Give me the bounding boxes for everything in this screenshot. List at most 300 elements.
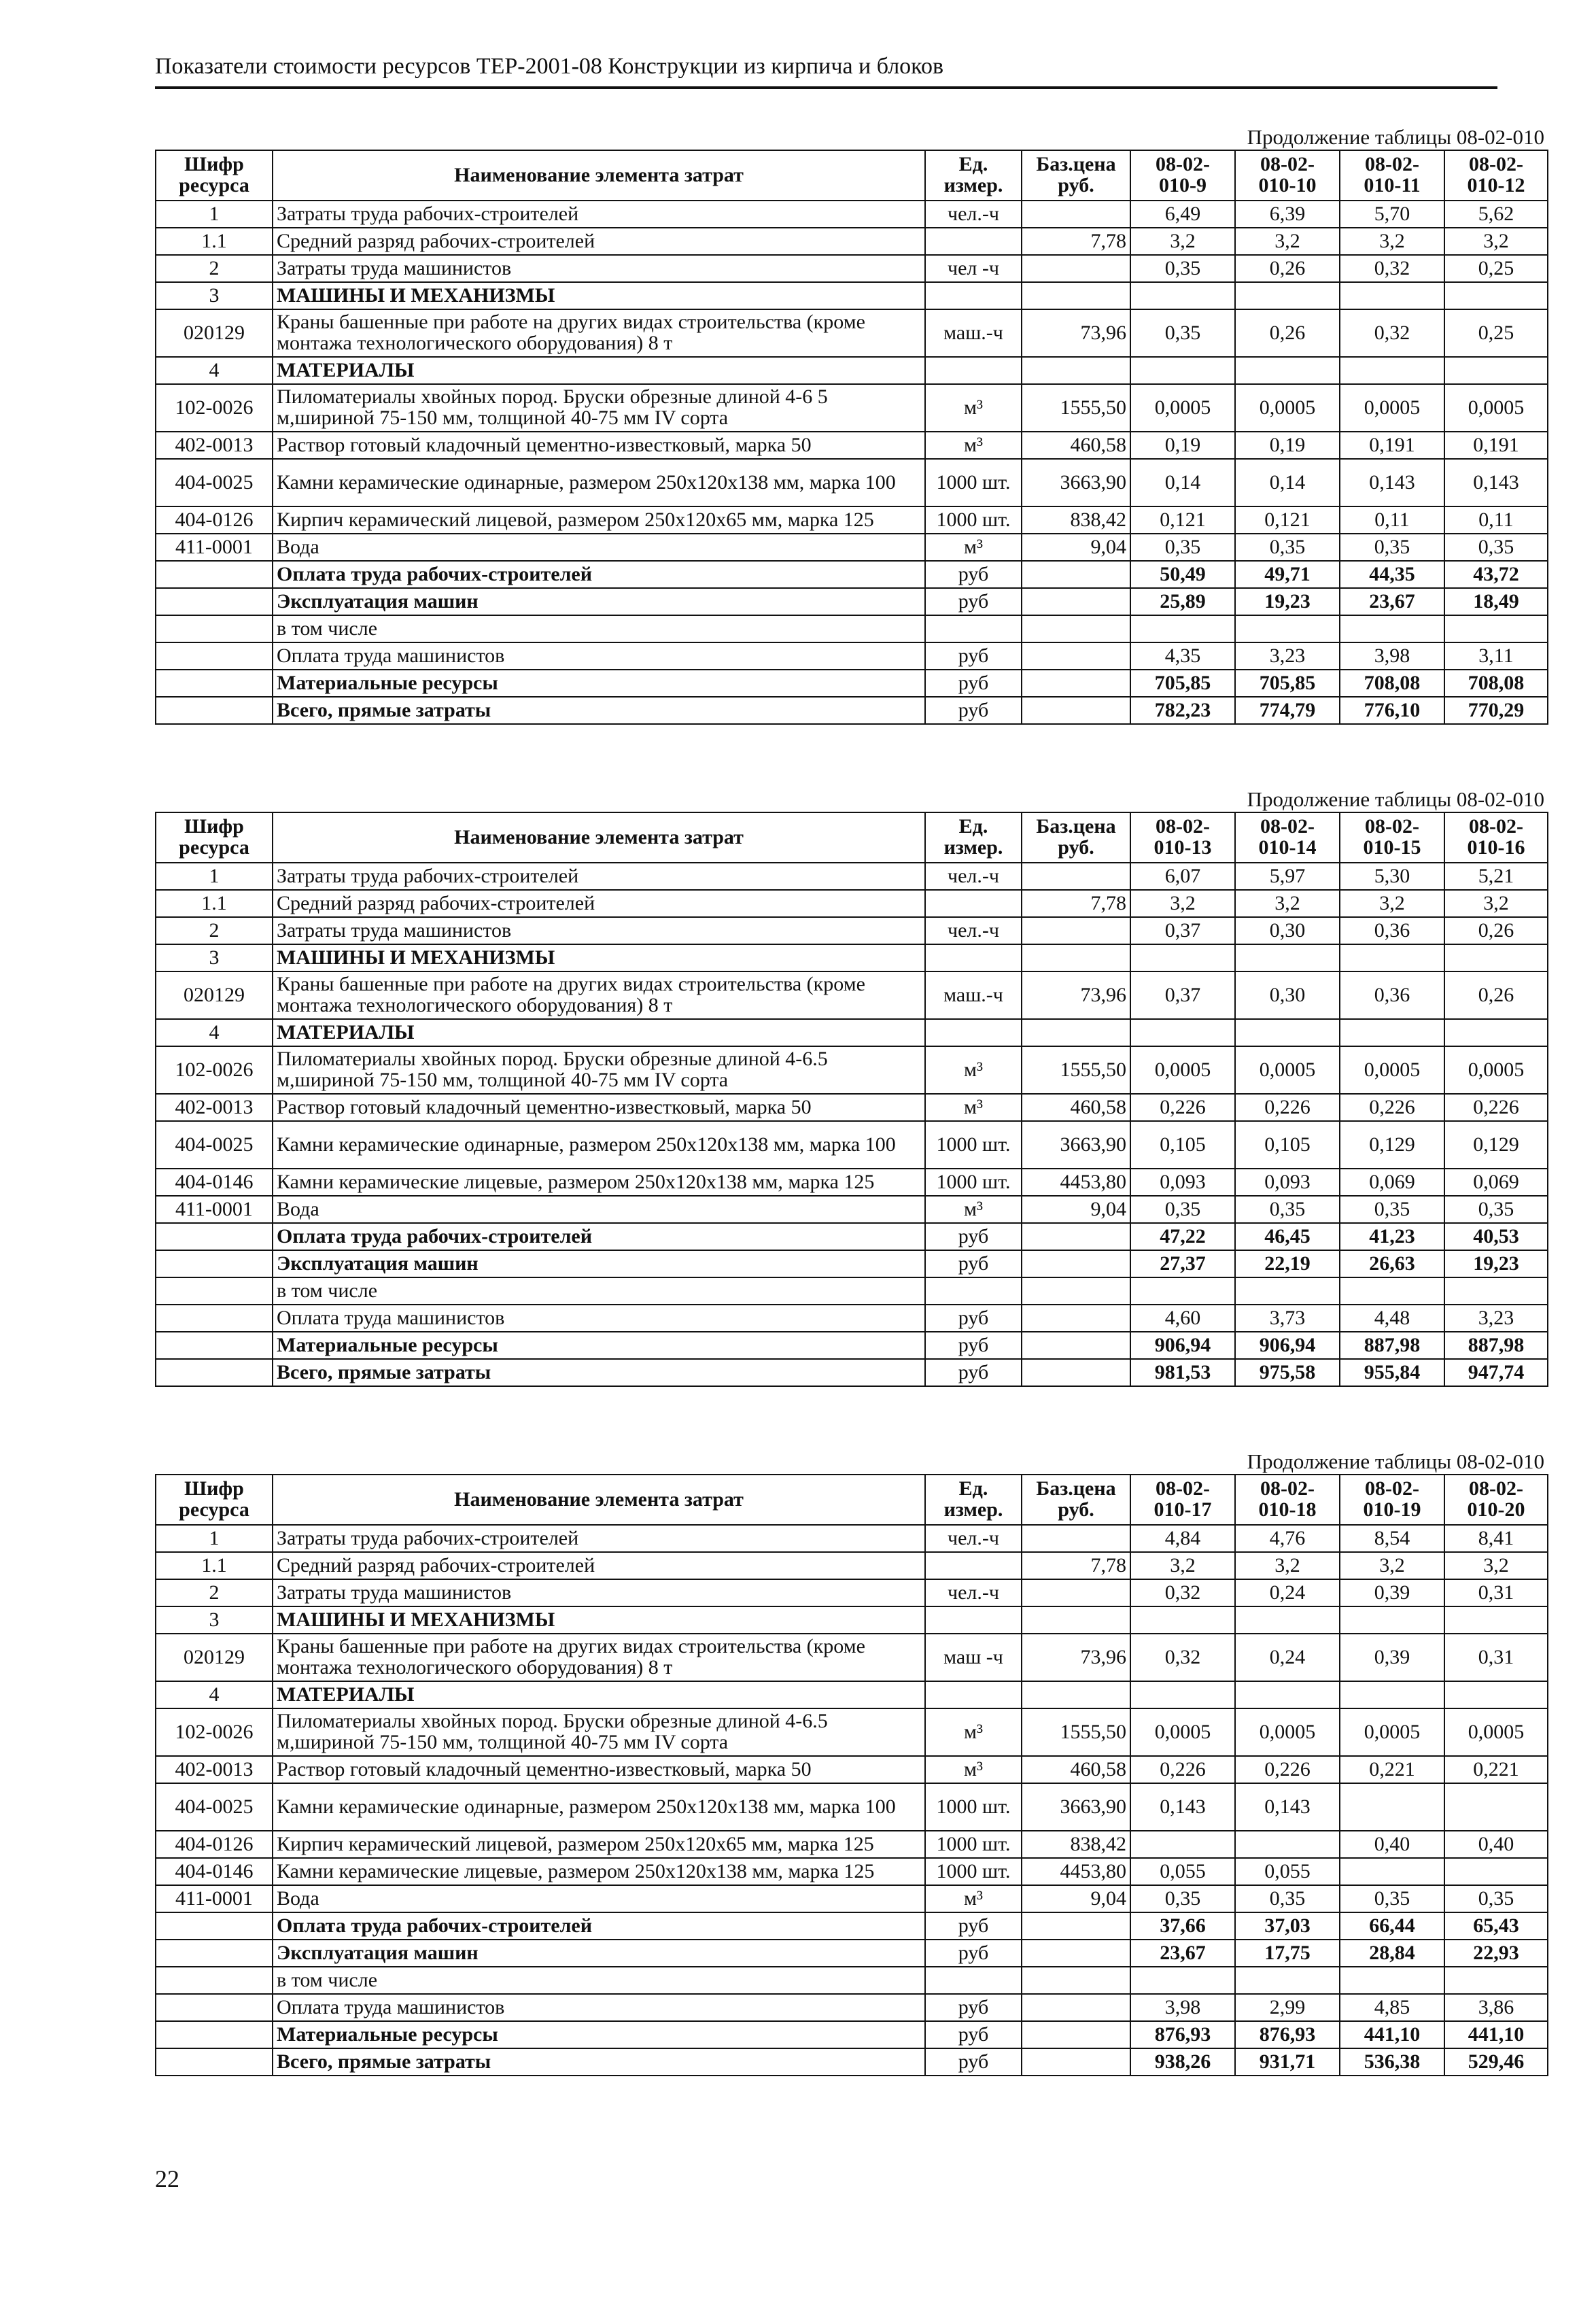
resource-code xyxy=(156,615,273,642)
value-cell: 3,2 xyxy=(1444,228,1548,255)
resource-row xyxy=(156,1885,1548,1912)
value-cell: 0,226 xyxy=(1235,1094,1340,1121)
value-cell: 37,03 xyxy=(1235,1912,1340,1940)
resource-code: 411-0001 xyxy=(156,1885,273,1912)
value-cell: 0,226 xyxy=(1130,1756,1235,1783)
value-cell xyxy=(1340,1606,1444,1634)
value-cell: 0,093 xyxy=(1235,1169,1340,1196)
resource-row xyxy=(156,534,1548,561)
base-price-cell: 1555,50 xyxy=(1022,1708,1130,1756)
resource-code: 4 xyxy=(156,1019,273,1046)
unit-cell: чел.-ч xyxy=(925,201,1022,228)
value-cell: 3,2 xyxy=(1340,1552,1444,1579)
value-cell: 3,98 xyxy=(1340,642,1444,670)
value-cell: 0,19 xyxy=(1130,432,1235,459)
header-column-line1: 08-02- xyxy=(1469,815,1523,838)
value-cell: 40,53 xyxy=(1444,1223,1548,1250)
resource-name: Камни керамические одинарные, размером 250x120x138 мм, марка 100 xyxy=(273,1121,925,1169)
value-cell: 981,53 xyxy=(1130,1359,1235,1386)
resource-row xyxy=(156,1094,1548,1121)
value-cell: 782,23 xyxy=(1130,697,1235,724)
value-cell: 0,14 xyxy=(1130,459,1235,506)
resource-name: Оплата труда рабочих-строителей xyxy=(273,1223,925,1250)
resource-row xyxy=(156,459,1548,506)
value-cell: 0,0005 xyxy=(1130,1046,1235,1094)
unit-cell: 1000 шт. xyxy=(925,459,1022,506)
value-cell: 0,121 xyxy=(1130,506,1235,534)
value-cell: 708,08 xyxy=(1340,670,1444,697)
value-cell: 0,143 xyxy=(1235,1783,1340,1831)
value-cell: 0,069 xyxy=(1444,1169,1548,1196)
value-cell: 0,143 xyxy=(1130,1783,1235,1831)
header-column xyxy=(1340,812,1444,863)
resource-name: Камни керамические лицевые, размером 250x120x138 мм, марка 125 xyxy=(273,1169,925,1196)
resource-row xyxy=(156,1046,1548,1094)
resource-name: Эксплуатация машин xyxy=(273,1250,925,1277)
value-cell: 776,10 xyxy=(1340,697,1444,724)
resource-name: в том числе xyxy=(273,615,925,642)
header-code xyxy=(156,812,273,863)
header-column-line1: 08-02- xyxy=(1365,153,1419,176)
page-header: Показатели стоимости ресурсов ТЕР-2001-08 Конструкции из кирпича и блоков xyxy=(155,53,1497,89)
value-cell: 4,35 xyxy=(1130,642,1235,670)
table-header-row xyxy=(156,150,1548,201)
value-cell: 0,055 xyxy=(1130,1858,1235,1885)
header-column-line1: 08-02- xyxy=(1156,815,1210,838)
value-cell: 0,25 xyxy=(1444,309,1548,357)
base-price-cell xyxy=(1022,255,1130,282)
cost-table-section-3 xyxy=(155,1451,1547,2076)
summary-row xyxy=(156,1994,1548,2021)
resource-row xyxy=(156,890,1548,917)
value-cell: 0,26 xyxy=(1444,971,1548,1019)
unit-cell: м³ xyxy=(925,1046,1022,1094)
base-price-cell xyxy=(1022,642,1130,670)
resource-name: Краны башенные при работе на других видах строительства (кроме монтажа технологического оборудования) 8 т xyxy=(273,309,925,357)
value-cell xyxy=(1340,944,1444,971)
cost-table xyxy=(155,1474,1548,2076)
unit-cell: 1000 шт. xyxy=(925,1783,1022,1831)
cost-table-section-1 xyxy=(155,126,1547,725)
header-code-line1: Шифр xyxy=(184,1477,244,1500)
value-cell xyxy=(1130,357,1235,384)
value-cell: 0,35 xyxy=(1235,1885,1340,1912)
header-price-line1: Баз.цена xyxy=(1036,815,1116,838)
value-cell: 4,48 xyxy=(1340,1305,1444,1332)
value-cell: 3,23 xyxy=(1444,1305,1548,1332)
unit-cell: 1000 шт. xyxy=(925,1121,1022,1169)
value-cell: 2,99 xyxy=(1235,1994,1340,2021)
value-cell: 0,11 xyxy=(1444,506,1548,534)
value-cell: 0,32 xyxy=(1130,1634,1235,1681)
value-cell: 536,38 xyxy=(1340,2048,1444,2076)
base-price-cell xyxy=(1022,1019,1130,1046)
base-price-cell: 3663,90 xyxy=(1022,1121,1130,1169)
header-column-line2: 010-17 xyxy=(1153,1498,1212,1521)
unit-cell: руб xyxy=(925,670,1022,697)
header-price xyxy=(1022,1475,1130,1525)
value-cell xyxy=(1444,1681,1548,1708)
value-cell: 0,30 xyxy=(1235,917,1340,944)
unit-cell: м³ xyxy=(925,1708,1022,1756)
value-cell: 0,39 xyxy=(1340,1579,1444,1606)
value-cell xyxy=(1130,1277,1235,1305)
unit-cell: м³ xyxy=(925,432,1022,459)
value-cell: 0,129 xyxy=(1444,1121,1548,1169)
base-price-cell: 838,42 xyxy=(1022,1831,1130,1858)
unit-cell: 1000 шт. xyxy=(925,506,1022,534)
header-unit-line2: измер. xyxy=(943,836,1003,859)
value-cell: 705,85 xyxy=(1235,670,1340,697)
unit-cell: 1000 шт. xyxy=(925,1831,1022,1858)
value-cell: 22,19 xyxy=(1235,1250,1340,1277)
value-cell: 23,67 xyxy=(1130,1940,1235,1967)
value-cell xyxy=(1340,1858,1444,1885)
resource-row xyxy=(156,1756,1548,1783)
value-cell: 3,2 xyxy=(1235,890,1340,917)
base-price-cell xyxy=(1022,697,1130,724)
base-price-cell: 4453,80 xyxy=(1022,1858,1130,1885)
value-cell: 887,98 xyxy=(1444,1332,1548,1359)
value-cell: 0,31 xyxy=(1444,1634,1548,1681)
base-price-cell xyxy=(1022,1525,1130,1552)
value-cell: 0,191 xyxy=(1340,432,1444,459)
resource-name: МАТЕРИАЛЫ xyxy=(273,357,925,384)
value-cell: 887,98 xyxy=(1340,1332,1444,1359)
resource-code xyxy=(156,1250,273,1277)
unit-cell: м³ xyxy=(925,1885,1022,1912)
section-row xyxy=(156,1019,1548,1046)
value-cell: 0,36 xyxy=(1340,917,1444,944)
header-column-line2: 010-18 xyxy=(1258,1498,1317,1521)
value-cell xyxy=(1444,944,1548,971)
value-cell: 27,37 xyxy=(1130,1250,1235,1277)
value-cell: 0,32 xyxy=(1340,255,1444,282)
value-cell xyxy=(1235,1831,1340,1858)
resource-name: МАТЕРИАЛЫ xyxy=(273,1681,925,1708)
value-cell: 441,10 xyxy=(1340,2021,1444,2048)
unit-cell: чел.-ч xyxy=(925,1579,1022,1606)
base-price-cell: 9,04 xyxy=(1022,1885,1130,1912)
resource-code: 1 xyxy=(156,201,273,228)
base-price-cell xyxy=(1022,1579,1130,1606)
value-cell: 0,055 xyxy=(1235,1858,1340,1885)
table-caption: Продолжение таблицы 08-02-010 xyxy=(1247,1449,1544,1473)
value-cell: 441,10 xyxy=(1444,2021,1548,2048)
value-cell: 6,39 xyxy=(1235,201,1340,228)
resource-row xyxy=(156,255,1548,282)
base-price-cell: 1555,50 xyxy=(1022,384,1130,432)
resource-code xyxy=(156,561,273,588)
unit-cell xyxy=(925,1606,1022,1634)
value-cell xyxy=(1235,282,1340,309)
base-price-cell xyxy=(1022,670,1130,697)
value-cell: 5,62 xyxy=(1444,201,1548,228)
unit-cell: м³ xyxy=(925,1196,1022,1223)
resource-code xyxy=(156,1994,273,2021)
value-cell xyxy=(1444,615,1548,642)
resource-name: Эксплуатация машин xyxy=(273,588,925,615)
value-cell: 0,0005 xyxy=(1235,384,1340,432)
value-cell: 4,85 xyxy=(1340,1994,1444,2021)
resource-name: Камни керамические лицевые, размером 250x120x138 мм, марка 125 xyxy=(273,1858,925,1885)
header-column-line2: 010-16 xyxy=(1467,836,1525,859)
header-unit-line2: измер. xyxy=(943,1498,1003,1521)
value-cell: 0,32 xyxy=(1340,309,1444,357)
summary-row xyxy=(156,2021,1548,2048)
value-cell: 0,0005 xyxy=(1340,1708,1444,1756)
value-cell: 5,30 xyxy=(1340,863,1444,890)
value-cell: 5,97 xyxy=(1235,863,1340,890)
header-unit xyxy=(925,150,1022,201)
summary-row xyxy=(156,588,1548,615)
header-column xyxy=(1130,1475,1235,1525)
resource-code: 4 xyxy=(156,357,273,384)
resource-code: 1.1 xyxy=(156,890,273,917)
resource-code: 3 xyxy=(156,1606,273,1634)
header-column xyxy=(1340,1475,1444,1525)
section-row xyxy=(156,357,1548,384)
value-cell: 876,93 xyxy=(1130,2021,1235,2048)
value-cell: 0,32 xyxy=(1130,1579,1235,1606)
value-cell: 8,54 xyxy=(1340,1525,1444,1552)
resource-code: 404-0146 xyxy=(156,1169,273,1196)
summary-row xyxy=(156,1250,1548,1277)
resource-name: МАШИНЫ И МЕХАНИЗМЫ xyxy=(273,1606,925,1634)
resource-name: МАШИНЫ И МЕХАНИЗМЫ xyxy=(273,944,925,971)
resource-code xyxy=(156,2021,273,2048)
header-column xyxy=(1235,150,1340,201)
value-cell: 0,129 xyxy=(1340,1121,1444,1169)
resource-code xyxy=(156,588,273,615)
value-cell: 0,26 xyxy=(1235,255,1340,282)
value-cell: 0,35 xyxy=(1444,534,1548,561)
unit-cell: 1000 шт. xyxy=(925,1169,1022,1196)
value-cell: 0,143 xyxy=(1444,459,1548,506)
resource-name: Всего, прямые затраты xyxy=(273,697,925,724)
value-cell xyxy=(1444,357,1548,384)
resource-name: Вода xyxy=(273,1885,925,1912)
resource-name: Оплата труда машинистов xyxy=(273,1994,925,2021)
value-cell: 0,221 xyxy=(1444,1756,1548,1783)
resource-row xyxy=(156,309,1548,357)
value-cell xyxy=(1340,357,1444,384)
resource-name: Оплата труда рабочих-строителей xyxy=(273,561,925,588)
unit-cell: м³ xyxy=(925,1756,1022,1783)
header-name: Наименование элемента затрат xyxy=(273,150,925,201)
base-price-cell xyxy=(1022,561,1130,588)
resource-name: в том числе xyxy=(273,1967,925,1994)
value-cell: 3,73 xyxy=(1235,1305,1340,1332)
header-code xyxy=(156,1475,273,1525)
value-cell xyxy=(1444,1277,1548,1305)
value-cell: 529,46 xyxy=(1444,2048,1548,2076)
resource-code: 4 xyxy=(156,1681,273,1708)
unit-cell: чел.-ч xyxy=(925,1525,1022,1552)
resource-row xyxy=(156,1579,1548,1606)
resource-code: 3 xyxy=(156,944,273,971)
value-cell: 0,35 xyxy=(1340,534,1444,561)
value-cell: 3,2 xyxy=(1444,890,1548,917)
header-code-line2: ресурса xyxy=(179,1498,249,1521)
header-code-line1: Шифр xyxy=(184,153,244,176)
value-cell: 0,31 xyxy=(1444,1579,1548,1606)
value-cell: 0,0005 xyxy=(1130,1708,1235,1756)
value-cell: 0,069 xyxy=(1340,1169,1444,1196)
value-cell: 4,84 xyxy=(1130,1525,1235,1552)
header-column-line2: 010-10 xyxy=(1258,174,1317,196)
unit-cell: м³ xyxy=(925,1094,1022,1121)
header-column-line2: 010-20 xyxy=(1467,1498,1525,1521)
value-cell: 0,0005 xyxy=(1444,1046,1548,1094)
value-cell: 0,0005 xyxy=(1235,1708,1340,1756)
unit-cell: руб xyxy=(925,1223,1022,1250)
resource-code xyxy=(156,1940,273,1967)
unit-cell: чел -ч xyxy=(925,255,1022,282)
resource-code xyxy=(156,2048,273,2076)
base-price-cell: 838,42 xyxy=(1022,506,1130,534)
resource-name: Затраты труда машинистов xyxy=(273,255,925,282)
resource-name: МАШИНЫ И МЕХАНИЗМЫ xyxy=(273,282,925,309)
unit-cell xyxy=(925,1277,1022,1305)
resource-name: Оплата труда машинистов xyxy=(273,642,925,670)
unit-cell xyxy=(925,1967,1022,1994)
value-cell xyxy=(1130,1831,1235,1858)
header-column-line1: 08-02- xyxy=(1469,1477,1523,1500)
base-price-cell xyxy=(1022,1305,1130,1332)
resource-name: Камни керамические одинарные, размером 250x120x138 мм, марка 100 xyxy=(273,459,925,506)
section-row xyxy=(156,282,1548,309)
value-cell: 0,0005 xyxy=(1235,1046,1340,1094)
header-code-line1: Шифр xyxy=(184,815,244,838)
unit-cell xyxy=(925,890,1022,917)
header-column xyxy=(1444,812,1548,863)
summary-row xyxy=(156,642,1548,670)
resource-name: Затраты труда рабочих-строителей xyxy=(273,201,925,228)
resource-name: Раствор готовый кладочный цементно-известковый, марка 50 xyxy=(273,1094,925,1121)
value-cell: 0,35 xyxy=(1130,534,1235,561)
value-cell: 19,23 xyxy=(1235,588,1340,615)
value-cell: 22,93 xyxy=(1444,1940,1548,1967)
resource-code: 411-0001 xyxy=(156,534,273,561)
value-cell: 0,35 xyxy=(1340,1885,1444,1912)
resource-code xyxy=(156,1359,273,1386)
base-price-cell xyxy=(1022,1912,1130,1940)
base-price-cell xyxy=(1022,1967,1130,1994)
base-price-cell: 7,78 xyxy=(1022,1552,1130,1579)
resource-code: 404-0025 xyxy=(156,459,273,506)
base-price-cell xyxy=(1022,615,1130,642)
value-cell xyxy=(1340,282,1444,309)
unit-cell: руб xyxy=(925,1250,1022,1277)
unit-cell: руб xyxy=(925,697,1022,724)
resource-code: 020129 xyxy=(156,1634,273,1681)
unit-cell: руб xyxy=(925,1359,1022,1386)
resource-row xyxy=(156,1121,1548,1169)
base-price-cell xyxy=(1022,1223,1130,1250)
base-price-cell: 73,96 xyxy=(1022,971,1130,1019)
value-cell xyxy=(1235,1019,1340,1046)
resource-code xyxy=(156,1277,273,1305)
header-column-line1: 08-02- xyxy=(1469,153,1523,176)
resource-code xyxy=(156,1223,273,1250)
resource-row xyxy=(156,1525,1548,1552)
value-cell: 8,41 xyxy=(1444,1525,1548,1552)
value-cell: 0,226 xyxy=(1130,1094,1235,1121)
value-cell: 5,21 xyxy=(1444,863,1548,890)
value-cell xyxy=(1130,1681,1235,1708)
header-column-line2: 010-14 xyxy=(1258,836,1317,859)
resource-name: Раствор готовый кладочный цементно-известковый, марка 50 xyxy=(273,432,925,459)
value-cell: 0,39 xyxy=(1340,1634,1444,1681)
value-cell: 19,23 xyxy=(1444,1250,1548,1277)
unit-cell xyxy=(925,228,1022,255)
base-price-cell: 3663,90 xyxy=(1022,1783,1130,1831)
value-cell: 0,24 xyxy=(1235,1579,1340,1606)
header-column xyxy=(1444,1475,1548,1525)
base-price-cell xyxy=(1022,1940,1130,1967)
value-cell xyxy=(1444,1967,1548,1994)
value-cell: 955,84 xyxy=(1340,1359,1444,1386)
value-cell: 0,37 xyxy=(1130,971,1235,1019)
value-cell: 0,35 xyxy=(1340,1196,1444,1223)
header-code xyxy=(156,150,273,201)
value-cell xyxy=(1444,1019,1548,1046)
summary-row xyxy=(156,615,1548,642)
value-cell xyxy=(1235,1606,1340,1634)
base-price-cell: 9,04 xyxy=(1022,1196,1130,1223)
value-cell: 774,79 xyxy=(1235,697,1340,724)
header-price-line2: руб. xyxy=(1058,1498,1094,1521)
value-cell: 0,105 xyxy=(1235,1121,1340,1169)
resource-code xyxy=(156,642,273,670)
resource-code xyxy=(156,1332,273,1359)
unit-cell: маш.-ч xyxy=(925,309,1022,357)
value-cell: 0,0005 xyxy=(1444,384,1548,432)
value-cell: 0,093 xyxy=(1130,1169,1235,1196)
resource-row xyxy=(156,1634,1548,1681)
value-cell: 6,07 xyxy=(1130,863,1235,890)
value-cell: 0,11 xyxy=(1340,506,1444,534)
value-cell: 3,2 xyxy=(1340,228,1444,255)
section-row xyxy=(156,1681,1548,1708)
header-column-line1: 08-02- xyxy=(1260,153,1315,176)
resource-name: Оплата труда рабочих-строителей xyxy=(273,1912,925,1940)
header-column-line2: 010-12 xyxy=(1467,174,1525,196)
base-price-cell xyxy=(1022,1606,1130,1634)
resource-name: Всего, прямые затраты xyxy=(273,1359,925,1386)
resource-row xyxy=(156,1196,1548,1223)
base-price-cell xyxy=(1022,1250,1130,1277)
value-cell: 28,84 xyxy=(1340,1940,1444,1967)
unit-cell: руб xyxy=(925,1305,1022,1332)
resource-code: 1.1 xyxy=(156,1552,273,1579)
header-price xyxy=(1022,150,1130,201)
unit-cell: руб xyxy=(925,1912,1022,1940)
resource-name: Всего, прямые затраты xyxy=(273,2048,925,2076)
value-cell: 0,226 xyxy=(1444,1094,1548,1121)
base-price-cell: 7,78 xyxy=(1022,890,1130,917)
unit-cell xyxy=(925,1681,1022,1708)
unit-cell xyxy=(925,1552,1022,1579)
value-cell: 3,23 xyxy=(1235,642,1340,670)
resource-name: Пиломатериалы хвойных пород. Бруски обрезные длиной 4-6 5 м,шириной 75-150 мм, толщиной 40-75 мм IV сорта xyxy=(273,384,925,432)
value-cell: 3,2 xyxy=(1340,890,1444,917)
header-column xyxy=(1340,150,1444,201)
header-unit-line1: Ед. xyxy=(958,153,988,176)
resource-code xyxy=(156,1305,273,1332)
summary-row xyxy=(156,561,1548,588)
